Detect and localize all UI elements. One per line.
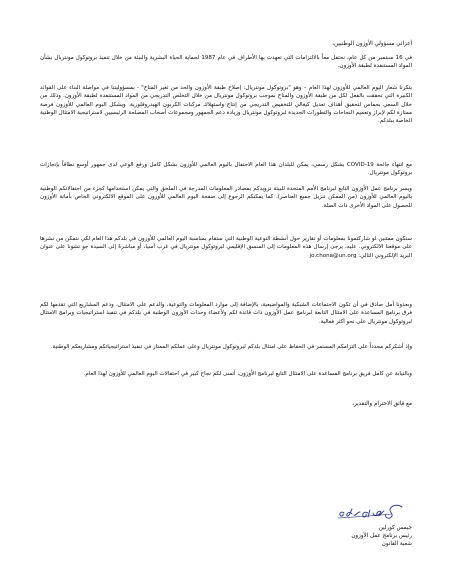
signature-image: [332, 501, 412, 523]
paragraph-2: يتكرنا شعار اليوم العالمي للأوزون لهذا العام – وهو "بروتوكول مونتريال: إصلاح طبقة الأوزون والحد من تغير المناخ" - بمسؤوليتنا في مواصلة البناء على القوائد الكبيرة التي تحققت بالفعل لكل من طبقة الأوزون والمناخ بموجب بروتوكول مونتريال من خلال التخلص التدريجي من المواد المستنفدة لطبقة الأوزون. وذلك من خلال السعي بحماس لتحقيق أهداف تعديل كيغالي للتخفيض التدريجي من إنتاج واستهلاك مركبات الكربون الهيدروفلورية. ويشكل اليوم العالمي للأوزون فرصة ممتازة لكم لإبراز وتعميم النجاحات والتطورات الجديدة لبروتوكول مونتريال وزيادة دعم الجمهور ومجموعات أصحاب المصلحة الرئيسيين لاستراتيجية الامتثال الوطنية الخاصة ببلدكم.: [40, 85, 412, 125]
paragraph-5-text: سنكون ممتنين لو شاركتمونا بمعلومات أو تقارير حول أنشطة التوعية الوطنية التي ستقام بمناسبة اليوم العالمي للأوزون في بلدكم هذا العام لكي نتمكن من نشرها على موقعنا الالكتروني. عليه، يرجى إرسال هذه المعلومات إلى المنسق الإقليمي لبروتوكول مونتريال في غرب آسيا، أو مباشرةً إلى السيدة جو تشونا على عنوان البريد الإلكتروني التالي:: [40, 236, 412, 259]
paragraph-5: [40, 235, 412, 260]
paragraph-4: ويسر برنامج عمل الأوزون التابع لبرنامج الأمم المتحدة للبيئة تزويدكم بمصادر المعلومات المدرجة في الملحق والتي يمكن استخدامها كجزء من احتفالاتكم الوطنية باليوم العالمي للأوزون (من الممكن تنزيل جميع العناصر). كما يمكنكم الرجوع إلى صفحة اليوم العالمي للأوزون على الموقع الالكتروني الخاص بأمانة الأوزون للحصول على المواد الأخرى ذات الصلة.: [40, 186, 412, 209]
signatory-unit: شعبة القانون: [381, 541, 412, 547]
paragraph-8: وبالنيابة عن كامل فريق برنامج المساعدة على الامتثال التابع لبرنامج الأوزون، أتمنى لكم نجاح كبير في احتفالات اليوم العالمي للأوزون لهذا العام.: [83, 371, 412, 377]
paragraph-3: مع انتهاء جائحة COVID-19 بشكل رسمي، يمكن للبلدان هذا العام الاحتفال باليوم العالمي للأوزون بشكل كامل ورفع الوعي لدى جمهور أوسع نطاقاً بإنجازات بروتوكول مونتريال.: [40, 162, 412, 177]
signatory-name: جيمس كورلين: [378, 525, 412, 531]
letter-salutation: أعزائي مسؤولي الأوزون الوطنيين،: [332, 41, 412, 47]
paragraph-1: في 16 سبتمبر من كل عام، نحتفل معاً بالالتزامات التي تعهدت بها الأطراف في عام 1987 لحماية الحياة البشرية والبيئة من خلال تنفيذ بروتوكول مونتريال بشأن المواد المستنفدة لطبقة الأوزون.: [40, 55, 412, 70]
contact-email-link[interactable]: jo.chona@un.org: [309, 252, 357, 259]
paragraph-6: وبعدونا أمل صادق في أن تكون الاجتماعات الشبكية والمواضيعية، بالإضافة إلى موارد المعلومات والتوعية، والدعم على الامتثال، ودعم المشاريع التي تقدمها لكم فرق برنامج المساعدة على الامتثال التابعة لبرنامج عمل الأوزون ذات فائدة لكم ولأعضاء وحدات الأوزون الوطنية في بلدكم في تنفيذ استراتيجيات وبرامج الامتثال لبروتوكول مونتريال على نحو أكثر فعالية.: [40, 302, 412, 325]
signatory-title: رئيس برنامج عمل الأوزون: [351, 533, 412, 539]
letter-closing: مع فائق الاحترام والتقدير،: [352, 401, 412, 407]
letter-body: [40, 40, 412, 555]
paragraph-7: وإذ أشكركم مجدداً على التزامكم المستمر في الحفاظ على امتثال بلدكم لبروتوكول مونتريال وعلى عملكم الممتاز في تنفيذ استراتيجياتكم ومشاريعكم الوطنية.: [50, 344, 412, 350]
